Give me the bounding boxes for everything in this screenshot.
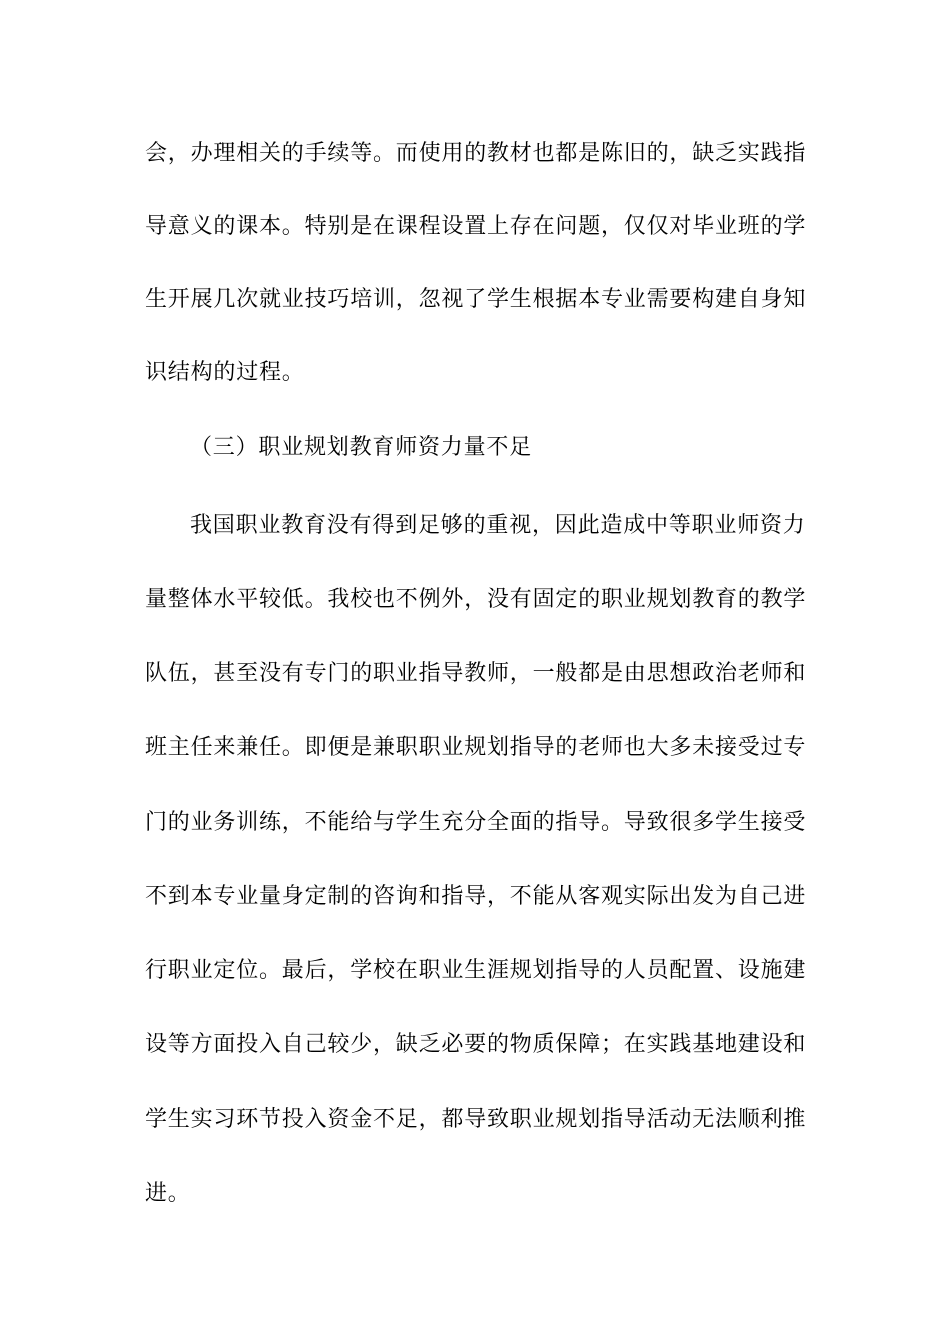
paragraph-line: 班主任来兼任。即便是兼职职业规划指导的老师也大多未接受过专	[145, 735, 807, 760]
paragraph-line: 我国职业教育没有得到足够的重视，因此造成中等职业师资力	[190, 513, 806, 538]
paragraph-line: 队伍，甚至没有专门的职业指导教师，一般都是由思想政治老师和	[145, 661, 807, 686]
paragraph-line: 量整体水平较低。我校也不例外，没有固定的职业规划教育的教学	[145, 587, 807, 612]
paragraph-line: 行职业定位。最后，学校在职业生涯规划指导的人员配置、设施建	[145, 958, 807, 983]
paragraph-line: 不到本专业量身定制的咨询和指导，不能从客观实际出发为自己进	[145, 884, 807, 909]
paragraph-line: 会，办理相关的手续等。而使用的教材也都是陈旧的，缺乏实践指	[145, 141, 807, 166]
paragraph-line: 生开展几次就业技巧培训，忽视了学生根据本专业需要构建自身知	[145, 287, 807, 312]
paragraph-line: 门的业务训练，不能给与学生充分全面的指导。导致很多学生接受	[145, 810, 807, 835]
paragraph-line: 进。	[145, 1181, 191, 1206]
paragraph-line: 识结构的过程。	[145, 360, 305, 385]
paragraph-line: 设等方面投入自己较少，缺乏必要的物质保障；在实践基地建设和	[145, 1032, 807, 1057]
paragraph-line: 学生实习环节投入资金不足，都导致职业规划指导活动无法顺利推	[145, 1107, 807, 1132]
section-heading: （三）职业规划教育师资力量不足	[190, 435, 533, 460]
paragraph-line: 导意义的课本。特别是在课程设置上存在问题，仅仅对毕业班的学	[145, 214, 807, 239]
